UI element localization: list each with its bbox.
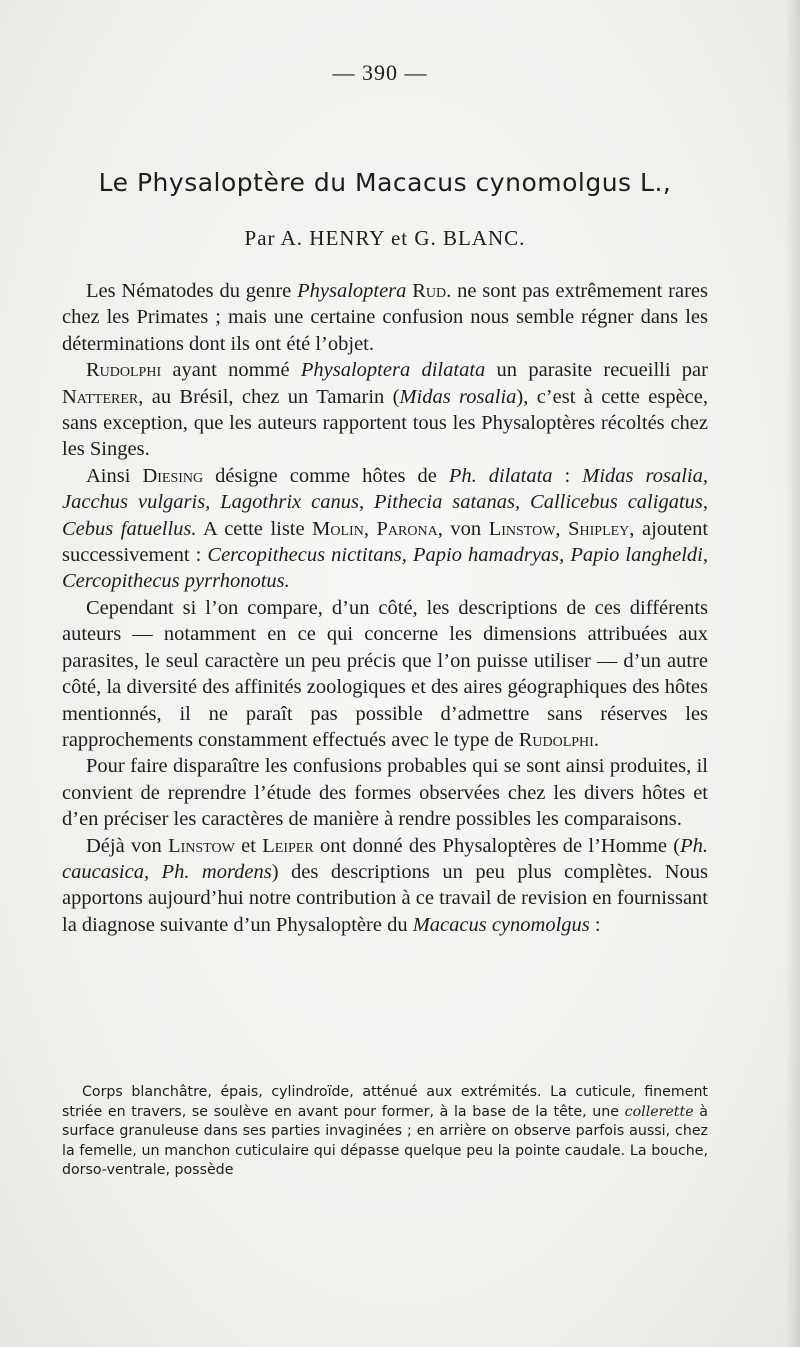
italic-text: collerette: [624, 1103, 694, 1120]
text-run: ne sont pas extrêmement rares chez les Primates ; mais une certaine confusion nous semble régner dans les déterminations dont ils ont été l’objet.: [62, 280, 709, 355]
text-run: désigne comme hôtes de: [203, 464, 449, 487]
small-caps-name: Shipley: [568, 517, 630, 540]
text-run: un parasite recueilli par: [485, 359, 708, 382]
page-number: — 390 —: [332, 60, 428, 85]
text-run: Ainsi: [86, 464, 143, 487]
article-body: [62, 278, 708, 938]
italic-text: Physaloptera dilatata: [300, 359, 486, 382]
text-run: Déjà von: [86, 834, 169, 857]
small-caps-name: Linstow: [168, 834, 235, 857]
text-run: ont donné des Physaloptères de l’Homme (: [313, 834, 681, 857]
italic-text: Midas rosalia: [399, 385, 517, 408]
body-paragraph: [62, 833, 708, 939]
body-paragraph: [62, 463, 708, 595]
text-run: Pour faire disparaître les confusions probables qui se sont ainsi produites, il convient de reprendre l’étude des formes observées chez les divers hôtes et d’en préciser les caractères de manière à rendre possibles les comparaisons.: [62, 755, 708, 831]
text-run: ,: [363, 517, 377, 540]
italic-text: Macacus cynomolgus: [412, 913, 590, 936]
small-caps-name: Molin: [312, 517, 364, 540]
small-caps-name: Leiper: [262, 834, 314, 857]
text-run: Cependant si l’on compare, d’un côté, les descriptions de ces différents auteurs — notamment en ce qui concerne les dimensions attribuées aux parasites, le seul caractère un peu précis que l’on puisse utiliser — d’un autre côté, la diversité des affinités zoologiques et des aires géographiques des hôtes mentionnés, il ne paraît pas possible d’admettre sans réserves les rapprochements constamment effectués avec le type de: [62, 596, 708, 751]
text-run: ayant nommé: [161, 359, 301, 382]
small-caps-name: Rud.: [412, 280, 452, 302]
small-caps-name: Rudolphi: [518, 728, 594, 751]
text-run: ,: [555, 517, 569, 540]
text-run: ), c’est à cette espèce, sans exception, que les auteurs rapportent tous les Physaloptères récoltés chez les Singes.: [62, 385, 709, 461]
small-caps-name: Diesing: [142, 464, 204, 487]
body-paragraph: [62, 357, 708, 463]
small-caps-name: Natterer: [62, 385, 139, 408]
italic-text: Ph. dilatata: [448, 464, 553, 487]
text-run: :: [552, 464, 583, 487]
text-run: ) des descriptions un peu plus complètes. Nous apportons aujourd’hui notre contribution à ce travail de revision en fournissant la diagnose suivante d’un Physaloptère du: [62, 860, 708, 936]
text-run: Les Nématodes du genre: [86, 280, 298, 302]
article-title: Le Physaloptère du Macacus cynomolgus L.,: [98, 168, 672, 197]
text-run: , von: [437, 517, 489, 540]
italic-text: Physaloptera: [297, 280, 407, 302]
small-caps-name: Linstow: [488, 517, 556, 540]
text-run: à surface granuleuse dans ses parties invaginées ; en arrière on observe parfois aussi, chez la femelle, un manchon cuticulaire qui dépasse quelque peu la pointe caudale. La bouche, dorso-ventrale, possède: [62, 1103, 708, 1179]
body-paragraph: [62, 595, 708, 753]
text-run: Corps blanchâtre, épais, cylindroïde, atténué aux extrémités. La cuticule, finement striée en travers, se soulève en avant pour former, à la base de la tête, une: [62, 1084, 708, 1120]
text-run: :: [589, 913, 601, 936]
text-run: , au Brésil, chez un Tamarin (: [138, 385, 400, 408]
text-run: , ajoutent successivement :: [62, 517, 709, 567]
article-authors: Par A. HENRY et G. BLANC.: [244, 226, 526, 250]
small-caps-name: Parona: [376, 517, 438, 540]
small-caps-name: Rudolphi: [86, 359, 162, 382]
page-edge-shadow: [786, 0, 800, 1347]
italic-text: Ph. caucasica, Ph. mordens: [62, 834, 709, 883]
italic-text: Cercopithecus nictitans, Papio hamadryas, Papio langheldi, Cercopithecus pyrrhonotus.: [62, 544, 708, 593]
diagnosis-paragraph: [62, 1083, 708, 1181]
text-run: .: [593, 728, 599, 751]
text-run: A cette liste: [196, 517, 313, 540]
italic-text: Midas rosalia, Jacchus vulgaris, Lagothrix canus, Pithecia satanas, Callicebus caligatus, Cebus fatuellus.: [62, 464, 708, 540]
text-run: et: [234, 834, 263, 857]
body-paragraph: [62, 753, 708, 832]
body-paragraph: [62, 278, 708, 357]
